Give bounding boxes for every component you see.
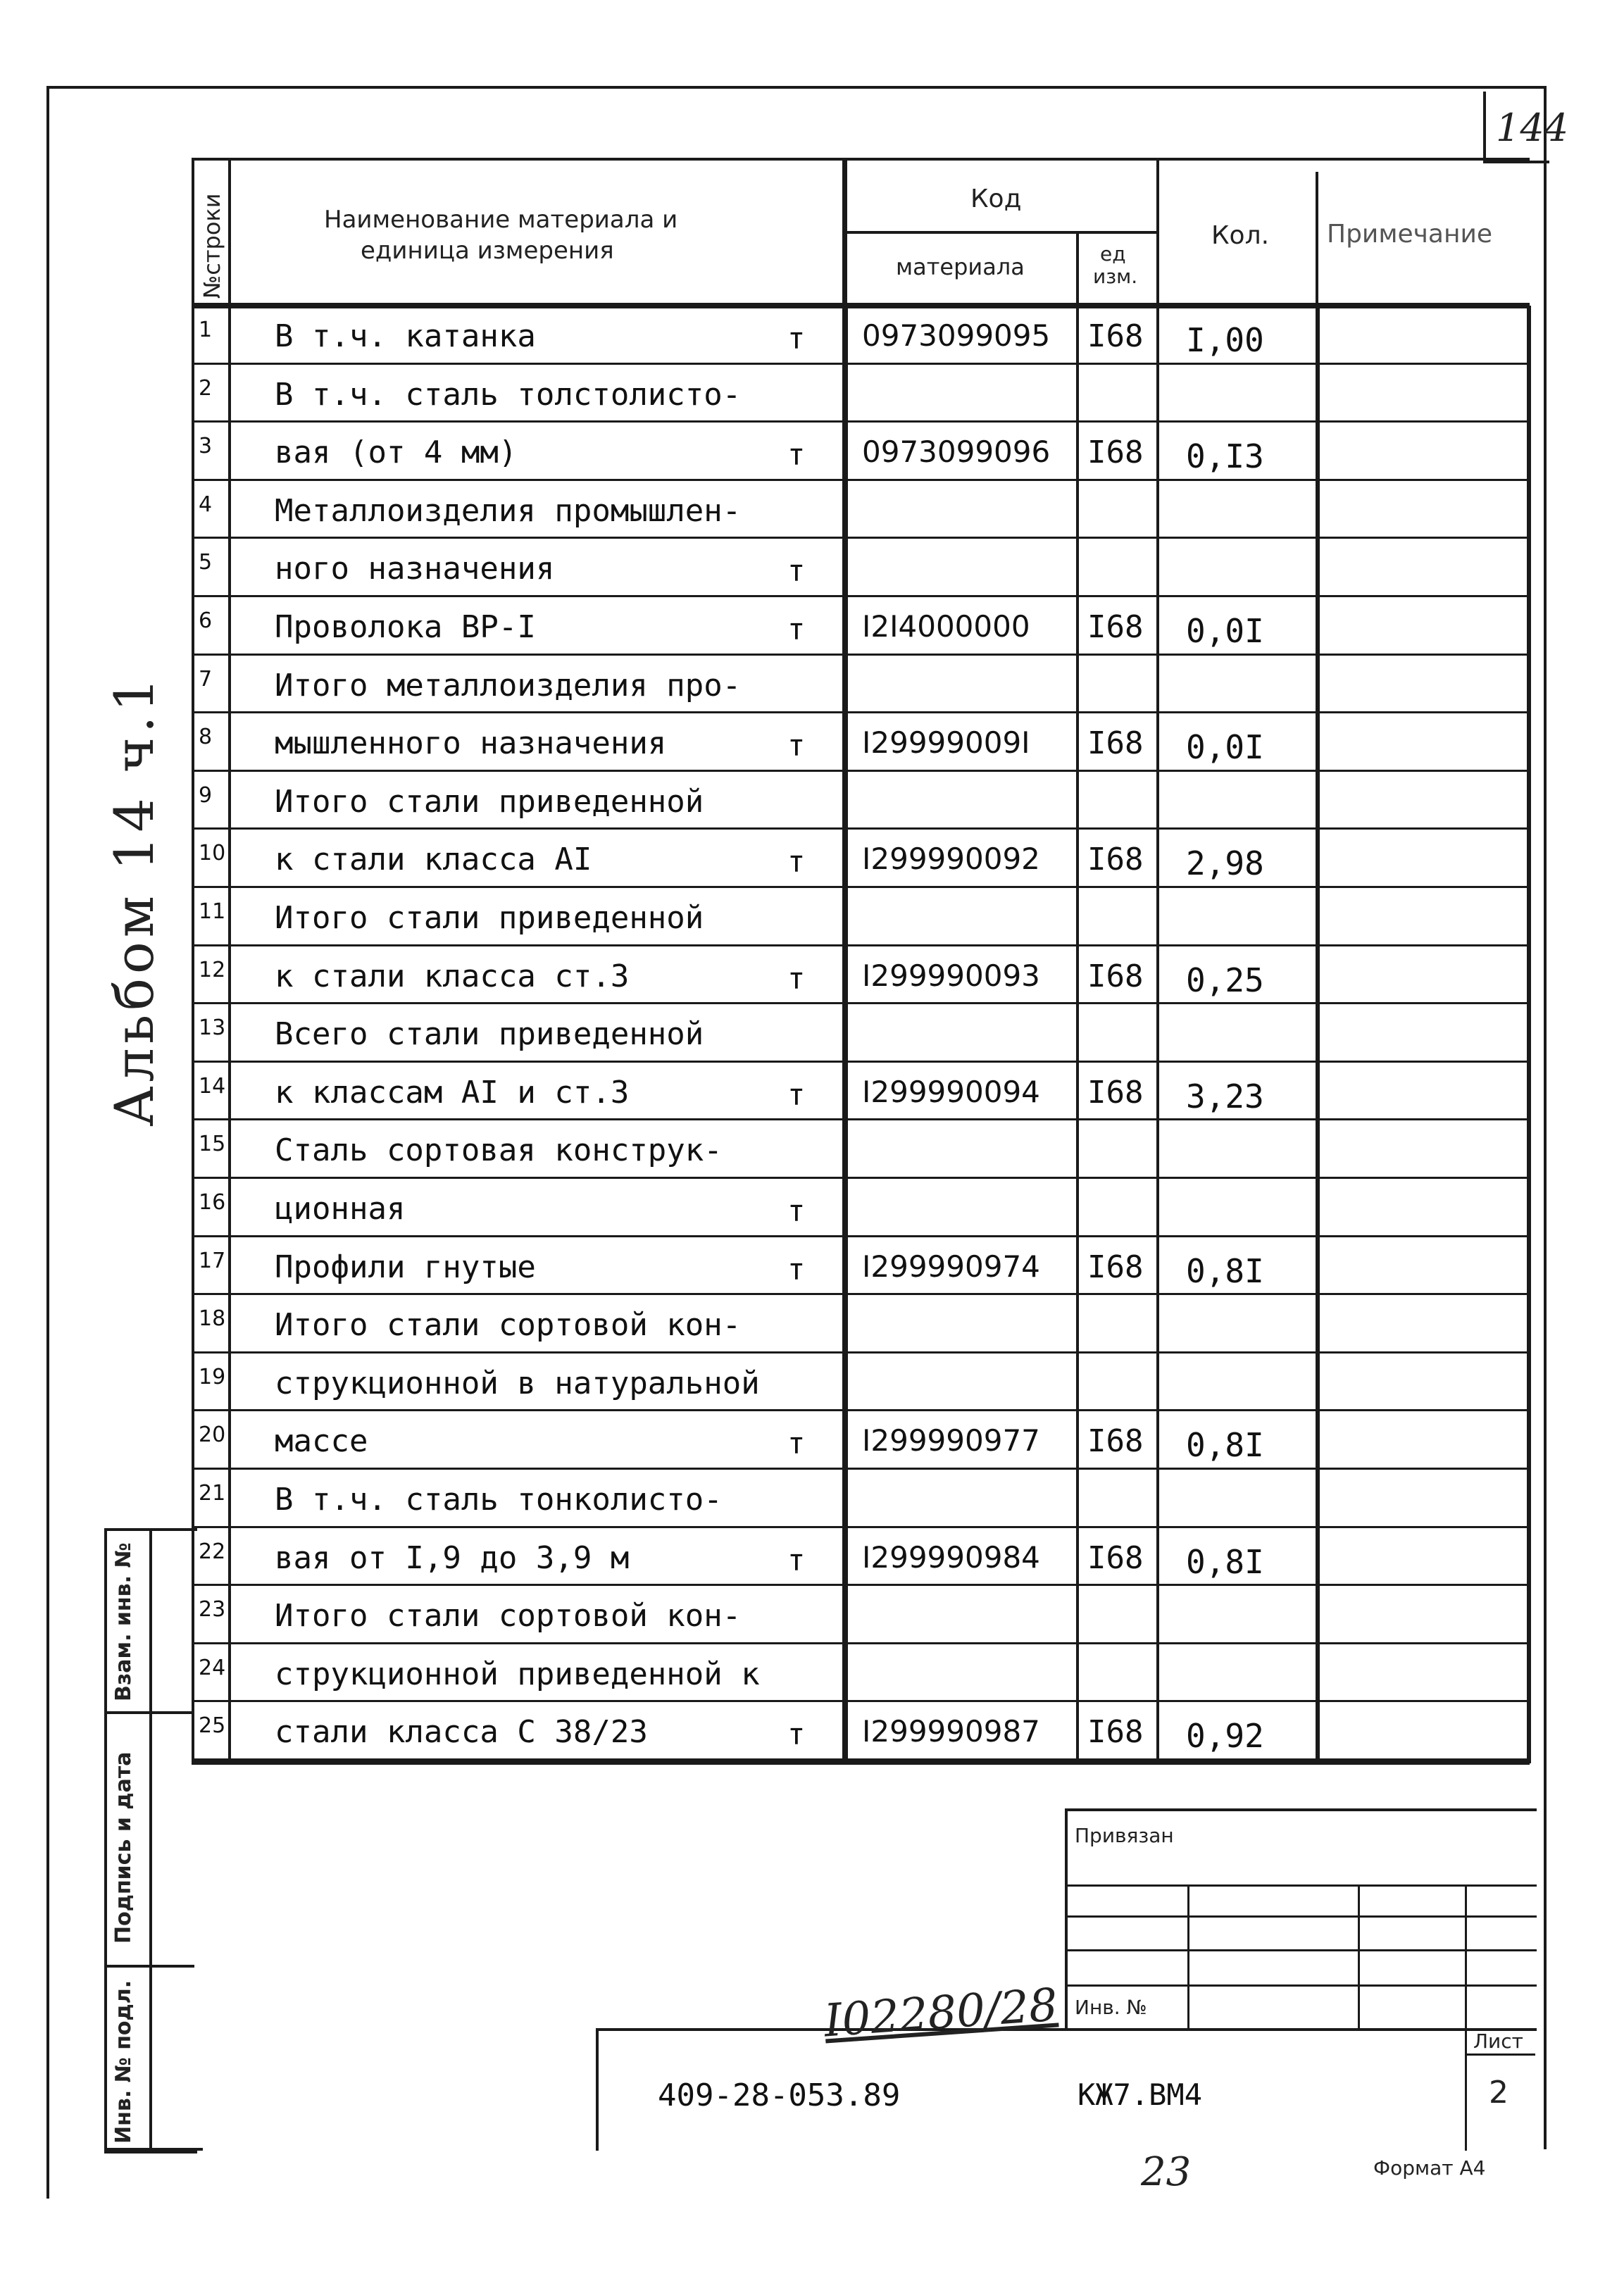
row-number: 24 [199, 1655, 226, 1680]
header-code: Код [970, 185, 1022, 213]
material-name: Сталь сортовая конструк- [275, 1132, 723, 1169]
material-name: струкционной в натуральной [275, 1365, 760, 1401]
table-row [192, 596, 1530, 655]
row-number: 17 [199, 1248, 226, 1273]
table-row [192, 1004, 1530, 1062]
material-name: к классам АI и ст.3 [275, 1074, 630, 1111]
row-number: 25 [199, 1713, 226, 1739]
material-code: I299990092 [862, 842, 1040, 877]
table-row [192, 887, 1530, 946]
quantity: 0,8I [1186, 1251, 1264, 1290]
outer-frame [46, 86, 1547, 89]
table-row [192, 1353, 1530, 1411]
material-name: ного назначения [275, 551, 555, 587]
unit-code: I68 [1087, 1539, 1144, 1576]
material-name: Металлоизделия промышлен- [275, 492, 742, 529]
quantity: 0,8I [1186, 1542, 1264, 1581]
header-note: Примечание [1327, 220, 1493, 249]
table-row [192, 655, 1530, 713]
material-name: к стали класса ст.3 [275, 958, 630, 994]
material-name: массе [275, 1423, 368, 1460]
material-name: ционная [275, 1191, 406, 1227]
quantity: 0,92 [1186, 1717, 1264, 1756]
table-row [192, 538, 1530, 596]
unit-code: I68 [1087, 435, 1144, 471]
table-row [192, 713, 1530, 771]
quantity: I,00 [1186, 321, 1264, 359]
side-stamp-vzam: Взам. инв. № [111, 1542, 136, 1701]
header-row-no: №строки [199, 193, 225, 299]
row-number: 5 [199, 550, 213, 575]
table-row [192, 1237, 1530, 1295]
row-number: 22 [199, 1539, 226, 1564]
header-name-line1: Наименование материала и [324, 206, 678, 234]
material-name: мышленного назначения [275, 725, 667, 762]
unit-symbol: т [787, 1426, 806, 1461]
header-material: материала [896, 254, 1025, 280]
table-row [192, 1178, 1530, 1237]
unit-code: I68 [1087, 1249, 1144, 1285]
row-number: 7 [199, 666, 213, 692]
unit-symbol: т [787, 1542, 806, 1577]
material-code: I29999009I [862, 725, 1030, 761]
table-row [192, 422, 1530, 480]
row-number: 2 [199, 375, 213, 401]
material-name: Итого стали приведенной [275, 900, 704, 936]
unit-symbol: т [787, 437, 806, 473]
unit-symbol: т [787, 1194, 806, 1228]
material-name: вая (от 4 мм) [275, 435, 518, 471]
row-number: 1 [199, 318, 213, 342]
table-row [192, 1644, 1530, 1702]
unit-symbol: т [787, 1717, 806, 1752]
row-number: 8 [199, 725, 213, 750]
material-code: I299990093 [862, 958, 1040, 993]
unit-code: I68 [1087, 1714, 1144, 1751]
material-code: I299990984 [862, 1539, 1040, 1575]
material-name: В т.ч. катанка [275, 318, 536, 354]
table-row [192, 1585, 1530, 1644]
material-name: Всего стали приведенной [275, 1016, 704, 1053]
table-row [192, 1527, 1530, 1586]
unit-code: I68 [1087, 725, 1144, 762]
material-name: Профили гнутые [275, 1249, 536, 1285]
unit-symbol: т [787, 728, 806, 763]
material-name: Итого металлоизделия про- [275, 667, 742, 704]
unit-symbol: т [787, 844, 806, 880]
table-row [192, 1469, 1530, 1527]
quantity: 0,25 [1186, 961, 1264, 999]
material-code: I299990974 [862, 1249, 1040, 1284]
row-number: 20 [199, 1423, 226, 1448]
table-row [192, 364, 1530, 423]
sheet-code: КЖ7.ВМ4 [1078, 2077, 1203, 2112]
header-unit-2: изм. [1093, 265, 1138, 288]
header-unit-1: ед [1100, 242, 1126, 265]
row-number: 9 [199, 782, 213, 808]
outer-frame-right [1544, 86, 1547, 2149]
unit-symbol: т [787, 612, 806, 646]
corner-page-mark: 144 [1496, 106, 1569, 150]
list-label: Лист [1473, 2030, 1523, 2053]
material-code: 0973099095 [862, 318, 1051, 353]
material-name: Итого стали сортовой кон- [275, 1307, 742, 1344]
material-code: 0973099096 [862, 435, 1051, 470]
row-number: 14 [199, 1073, 226, 1099]
table-row [192, 829, 1530, 887]
quantity: 2,98 [1186, 844, 1264, 883]
outer-frame-left [46, 86, 49, 2199]
quantity: 0,0I [1186, 728, 1264, 767]
unit-code: I68 [1087, 609, 1144, 645]
side-stamp-inv-podl: Инв. № подл. [111, 1980, 136, 2144]
row-number: 4 [199, 492, 213, 517]
privyazan-label: Привязан [1075, 1824, 1174, 1847]
quantity: 0,0I [1186, 612, 1264, 650]
table-row [192, 306, 1530, 364]
table-row [192, 946, 1530, 1004]
row-number: 6 [199, 608, 213, 633]
material-name: В т.ч. сталь толстолисто- [275, 376, 742, 413]
unit-symbol: т [787, 1077, 806, 1112]
side-stamp-podpis: Подпись и дата [111, 1751, 136, 1944]
table-row [192, 1062, 1530, 1120]
row-number: 12 [199, 957, 226, 982]
bottom-number: 23 [1141, 2149, 1192, 2195]
album-note: Альбом 14 ч.1 [103, 673, 165, 1127]
row-number: 18 [199, 1306, 226, 1332]
handwritten-number: I02280/28 [822, 1979, 1060, 2048]
material-name: Итого стали приведенной [275, 783, 704, 820]
row-number: 3 [199, 434, 213, 459]
table-body [192, 306, 1530, 1763]
unit-code: I68 [1087, 842, 1144, 878]
material-code: I299990977 [862, 1423, 1040, 1458]
table-row [192, 480, 1530, 539]
unit-symbol: т [787, 554, 806, 589]
unit-code: I68 [1087, 1423, 1144, 1460]
inv-no-label: Инв. № [1075, 1996, 1147, 2019]
quantity: 0,8I [1186, 1426, 1264, 1465]
material-name: Итого стали сортовой кон- [275, 1598, 742, 1634]
table-row [192, 1294, 1530, 1353]
header-name-line2: единица измерения [361, 237, 614, 265]
table-row [192, 1411, 1530, 1469]
material-name: к стали класса АI [275, 842, 592, 878]
material-name: В т.ч. сталь тонколисто- [275, 1482, 723, 1518]
unit-symbol: т [787, 321, 806, 356]
header-qty: Кол. [1211, 221, 1270, 250]
quantity: 0,I3 [1186, 437, 1264, 476]
quantity: 3,23 [1186, 1077, 1264, 1115]
row-number: 16 [199, 1190, 226, 1215]
doc-code: 409-28-053.89 [658, 2077, 901, 2113]
list-number: 2 [1489, 2075, 1509, 2111]
material-name: Проволока ВР-I [275, 609, 536, 645]
material-code: I299990987 [862, 1714, 1040, 1749]
unit-code: I68 [1087, 1074, 1144, 1111]
row-number: 11 [199, 899, 226, 924]
row-number: 15 [199, 1132, 226, 1157]
row-number: 13 [199, 1015, 226, 1041]
material-name: вая от I,9 до 3,9 м [275, 1539, 630, 1576]
unit-code: I68 [1087, 318, 1144, 354]
table-row [192, 771, 1530, 830]
material-name: стали класса С 38/23 [275, 1714, 648, 1751]
table-row [192, 1701, 1530, 1760]
table-row [192, 1120, 1530, 1178]
unit-symbol: т [787, 1251, 806, 1287]
row-number: 21 [199, 1481, 226, 1506]
row-number: 23 [199, 1597, 226, 1623]
material-code: I2I4000000 [862, 609, 1030, 644]
table-header [192, 158, 1530, 306]
row-number: 10 [199, 841, 226, 866]
unit-code: I68 [1087, 958, 1144, 994]
format-label: Формат А4 [1373, 2156, 1486, 2180]
material-name: струкционной приведенной к [275, 1656, 760, 1692]
row-number: 19 [199, 1364, 226, 1389]
unit-symbol: т [787, 961, 806, 996]
material-code: I299990094 [862, 1074, 1040, 1109]
